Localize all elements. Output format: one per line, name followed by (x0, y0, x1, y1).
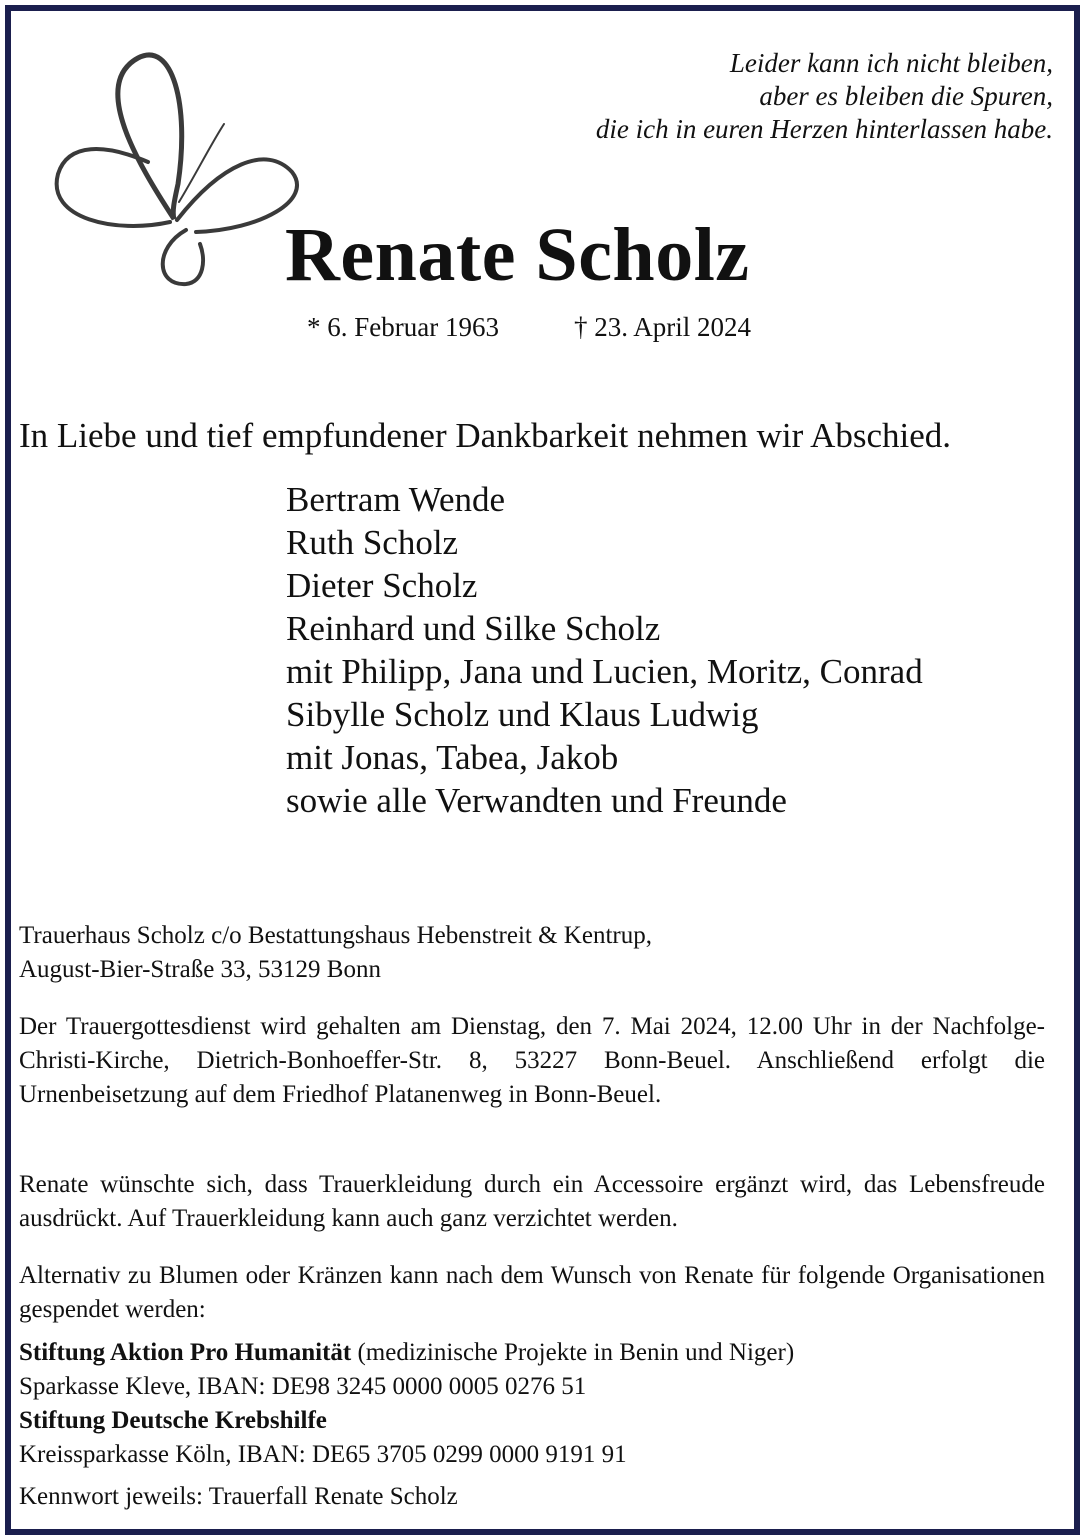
donation-org-note: (medizinische Projekte in Benin und Niger) (351, 1339, 795, 1366)
donation-intro: Alternativ zu Blumen oder Kränzen kann nach dem Wunsch von Renate für folgende Organisationen gespendet werden: (19, 1262, 1045, 1323)
mourner-entry: Sibylle Scholz und Klaus Ludwig (286, 695, 759, 734)
butterfly-icon (46, 44, 316, 294)
donation-org-name: Stiftung Aktion Pro Humanität (19, 1339, 352, 1366)
memorial-quote (596, 47, 1053, 146)
donation-bank-details: Sparkasse Kleve, IBAN: DE98 3245 0000 0005 0276 51 (19, 1373, 587, 1400)
mourner-entry: mit Jonas, Tabea, Jakob (286, 738, 619, 777)
mourner-entry: mit Philipp, Jana und Lucien, Moritz, Conrad (286, 652, 923, 691)
funeral-service-details: Der Trauergottesdienst wird gehalten am Dienstag, den 7. Mai 2024, 12.00 Uhr in der Nachfolge-Christi-Kirche, Dietrich-Bonhoeffer-Str. 8, 53227 Bonn-Beuel. Anschließend erfolgt die Urnenbeisetzung auf dem Friedhof Platanenweg in Bonn-Beuel. (19, 1013, 1045, 1108)
donation-org-line (19, 1336, 1045, 1370)
donation-keyword: Kennwort jeweils: Trauerfall Renate Scholz (19, 1483, 458, 1510)
mourning-house-address (19, 919, 1045, 987)
birth-date: * 6. Februar 1963 (307, 312, 499, 342)
mourner-entry: Bertram Wende (286, 480, 506, 519)
deceased-name: Renate Scholz (285, 213, 750, 297)
donation-org-name: Stiftung Deutsche Krebshilfe (19, 1407, 327, 1434)
address-line: Trauerhaus Scholz c/o Bestattungshaus Hebenstreit & Kentrup, (19, 922, 652, 949)
death-date: † 23. April 2024 (574, 312, 752, 342)
attire-note: Renate wünschte sich, dass Trauerkleidung durch ein Accessoire ergänzt wird, das Lebensfreude ausdrückt. Auf Trauerkleidung kann auch ganz verzichtet werden. (19, 1171, 1045, 1232)
mourners-list (286, 478, 923, 822)
donation-list (19, 1336, 1045, 1472)
address-line: August-Bier-Straße 33, 53129 Bonn (19, 956, 381, 983)
donation-bank-details: Kreissparkasse Köln, IBAN: DE65 3705 0299 0000 9191 91 (19, 1441, 627, 1468)
mourner-entry: Dieter Scholz (286, 566, 478, 605)
mourner-entry: sowie alle Verwandten und Freunde (286, 781, 787, 820)
mourner-entry: Ruth Scholz (286, 523, 459, 562)
quote-line: Leider kann ich nicht bleiben, (729, 48, 1053, 78)
farewell-statement: In Liebe und tief empfundener Dankbarkeit nehmen wir Abschied. (19, 416, 952, 455)
quote-line: aber es bleiben die Spuren, (759, 81, 1053, 111)
quote-line: die ich in euren Herzen hinterlassen habe. (595, 114, 1053, 144)
mourner-entry: Reinhard und Silke Scholz (286, 609, 661, 648)
